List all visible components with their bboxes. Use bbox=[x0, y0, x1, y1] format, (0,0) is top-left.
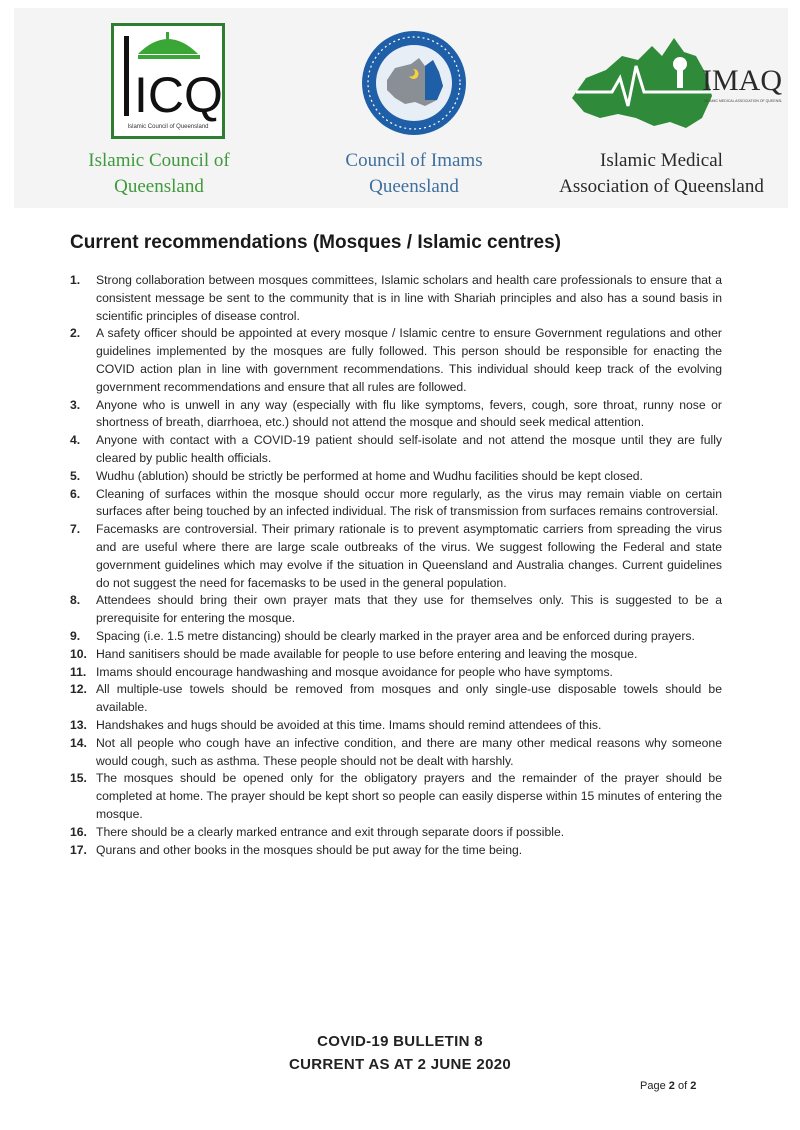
imaq-logo bbox=[562, 26, 782, 138]
icq-logo-text: ICQ bbox=[134, 67, 222, 123]
recommendations-list bbox=[70, 272, 722, 859]
list-item bbox=[70, 842, 722, 860]
item-text: Anyone with contact with a COVID-19 patient should self-isolate and not attend the mosque until they are fully cleared by public health officials. bbox=[96, 433, 722, 465]
page-of: of bbox=[677, 1080, 688, 1092]
item-number: 10. bbox=[70, 646, 87, 661]
item-number: 15. bbox=[70, 771, 87, 786]
page-current: 2 bbox=[668, 1080, 675, 1092]
item-number: 4. bbox=[70, 433, 81, 448]
letterhead bbox=[14, 8, 788, 208]
page-total: 2 bbox=[690, 1080, 697, 1092]
org-islamic-medical-association bbox=[524, 8, 799, 208]
item-number: 8. bbox=[70, 593, 81, 608]
item-text: Wudhu (ablution) should be strictly be performed at home and Wudhu facilities should be kept closed. bbox=[96, 468, 643, 483]
org-name-line1: Council of Imams bbox=[345, 150, 483, 171]
org-islamic-council bbox=[39, 8, 279, 208]
item-number: 1. bbox=[70, 273, 81, 287]
item-number: 7. bbox=[70, 522, 81, 537]
item-text: Imams should encourage handwashing and mosque avoidance for people who have symptoms. bbox=[96, 664, 613, 679]
item-text: There should be a clearly marked entrance and exit through separate doors if possible. bbox=[96, 824, 565, 839]
item-number: 3. bbox=[70, 397, 81, 412]
list-item bbox=[70, 664, 722, 682]
org-council-of-imams bbox=[299, 8, 529, 208]
item-number: 5. bbox=[70, 468, 81, 483]
item-text: Hand sanitisers should be made available for people to use before entering and leaving the mosque. bbox=[96, 646, 638, 661]
icq-logo-subtext: Islamic Council of Queensland bbox=[127, 124, 209, 130]
list-item bbox=[70, 717, 722, 735]
item-text: The mosques should be opened only for the obligatory prayers and the remainder of the prayer should be completed at home. The prayer should be kept short so people can easily disperse within 15 minutes of entering the mosque. bbox=[96, 771, 722, 821]
org-name-line2: Queensland bbox=[369, 176, 459, 197]
list-item bbox=[70, 432, 722, 468]
list-item bbox=[70, 521, 722, 592]
list-item bbox=[70, 397, 722, 433]
item-number: 9. bbox=[70, 628, 81, 643]
imaq-logo-text: IMAQ bbox=[702, 64, 782, 97]
page-prefix: Page bbox=[640, 1080, 666, 1092]
list-item bbox=[70, 486, 722, 522]
item-number: 2. bbox=[70, 326, 81, 341]
list-item bbox=[70, 272, 722, 325]
item-text: Qurans and other books in the mosques should be put away for the time being. bbox=[96, 842, 523, 857]
item-number: 13. bbox=[70, 717, 87, 732]
item-text: All multiple-use towels should be removed from mosques and only single-use disposable towels should be available. bbox=[96, 682, 722, 715]
item-number: 17. bbox=[70, 842, 87, 857]
org-name-line1: Islamic Council of bbox=[88, 150, 230, 171]
page-number bbox=[640, 1080, 696, 1092]
list-item bbox=[70, 592, 722, 628]
item-text: A safety officer should be appointed at every mosque / Islamic centre to ensure Government regulations and other guidelines implemented by the mosques are fully followed. This person should be responsible for enacting the COVID action plan in line with government recommendations. This individual should keep track of the evolving government recommendations and ensure that all rules are followed. bbox=[96, 326, 722, 394]
org-name-line1: Islamic Medical bbox=[600, 150, 723, 171]
list-item bbox=[70, 628, 722, 646]
list-item bbox=[70, 646, 722, 664]
item-text: Spacing (i.e. 1.5 metre distancing) should be clearly marked in the prayer area and be enforced during prayers. bbox=[96, 628, 695, 643]
item-text: Strong collaboration between mosques committees, Islamic scholars and health care professionals to ensure that a consistent message be sent to the community that is in line with Shariah principles and also has a sound basis in scientific principles of disease control. bbox=[96, 273, 722, 323]
item-text: Cleaning of surfaces within the mosque should occur more regularly, as the virus may remain viable on certain surfaces after being touched by an infected individual. The risk of transmission from surfaces remains controversial. bbox=[96, 486, 722, 519]
item-text: Facemasks are controversial. Their primary rationale is to prevent asymptomatic carriers from spreading the virus and are useful where there are large scale outbreaks of the virus. We suggest following the Federal and state government guidelines which may evolve if the situation in Queensland and Australia changes. Current guidelines do not suggest the need for facemasks to be used in the general population. bbox=[96, 522, 722, 590]
list-item bbox=[70, 681, 722, 717]
bulletin-date: CURRENT AS AT 2 JUNE 2020 bbox=[289, 1056, 511, 1073]
item-number: 6. bbox=[70, 486, 81, 501]
list-item bbox=[70, 735, 722, 771]
org-name-line2: Association of Queensland bbox=[559, 176, 764, 197]
item-number: 16. bbox=[70, 824, 87, 839]
item-number: 12. bbox=[70, 682, 87, 697]
org-name bbox=[524, 148, 799, 200]
item-number: 11. bbox=[70, 664, 87, 679]
org-name-line2: Queensland bbox=[114, 176, 204, 197]
icq-logo bbox=[111, 23, 225, 139]
item-text: Not all people who cough have an infective condition, and there are many other medical reasons why someone would cough, such as asthma. These people should not be dealt with harshly. bbox=[96, 735, 722, 768]
item-text: Attendees should bring their own prayer mats that they use for themselves only. This is suggested to be a prerequisite for entering the mosque. bbox=[96, 593, 722, 626]
imaq-logo-subtext: ISLAMIC MEDICAL ASSOCIATION OF QUEENSLAND bbox=[704, 99, 782, 103]
list-item bbox=[70, 770, 722, 823]
list-item bbox=[70, 468, 722, 486]
org-name bbox=[299, 148, 529, 200]
item-text: Anyone who is unwell in any way (especially with flu like symptoms, fevers, cough, sore throat, runny nose or shortness of breath, diarrhoea, etc.) should not attend the mosque and should seek medical attention. bbox=[96, 397, 722, 430]
cimq-seal-logo bbox=[359, 28, 469, 138]
bulletin-title: COVID-19 BULLETIN 8 bbox=[317, 1033, 483, 1050]
page-title: Current recommendations (Mosques / Islamic centres) bbox=[70, 232, 561, 253]
list-item bbox=[70, 824, 722, 842]
org-name bbox=[39, 148, 279, 200]
item-text: Handshakes and hugs should be avoided at this time. Imams should remind attendees of this. bbox=[96, 717, 602, 732]
item-number: 14. bbox=[70, 735, 87, 750]
list-item bbox=[70, 325, 722, 396]
